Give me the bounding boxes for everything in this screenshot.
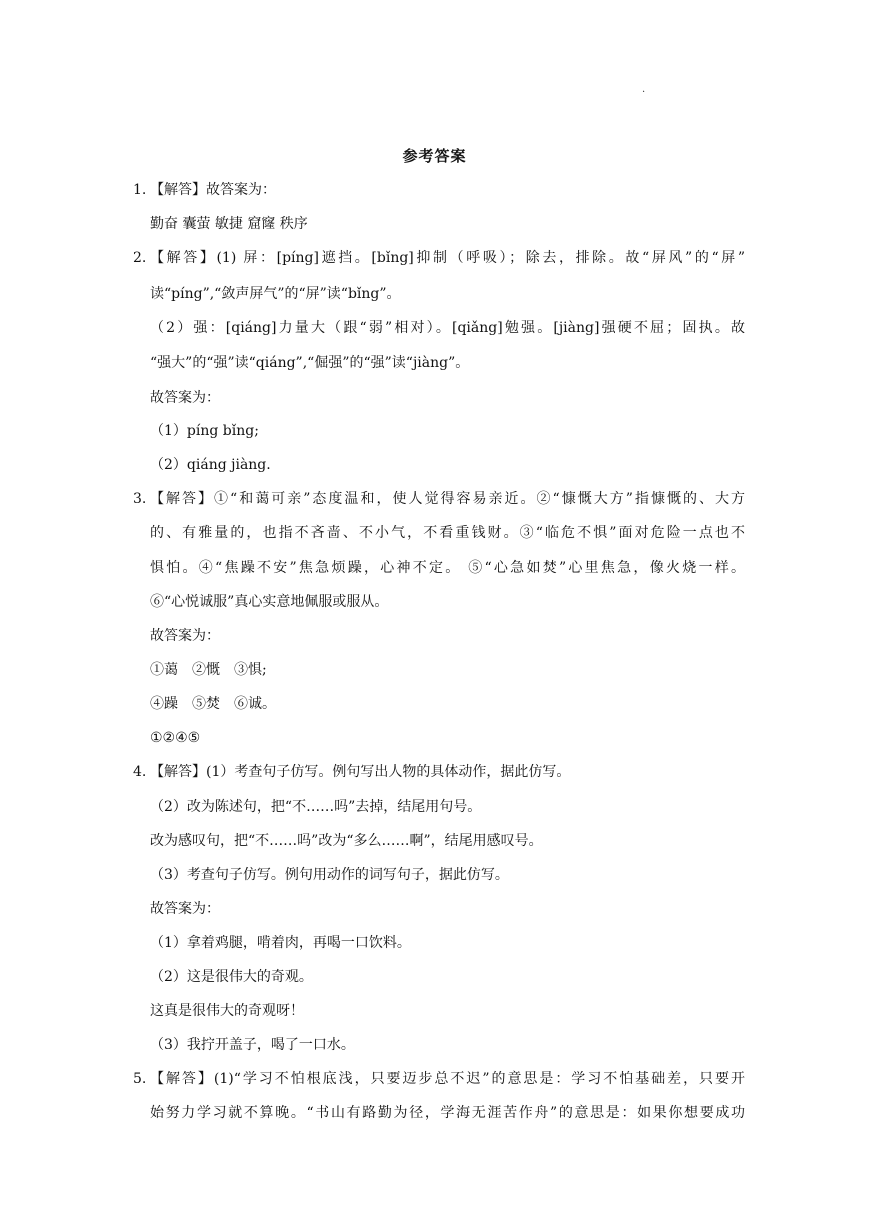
text-line: （3）我拧开盖子，喝了一口水。 (150, 1037, 355, 1053)
text-line: （1）píng bǐng; (150, 423, 259, 439)
text-line: 惧怕。④“焦躁不安”焦急烦躁，心神不定。 ⑤“心急如焚”心里焦急，像火烧一样。 (150, 560, 745, 576)
text-line: 故答案为： (150, 628, 220, 644)
question-number: 5. (133, 1071, 147, 1087)
header-dot: . (642, 84, 646, 95)
text-line: 的、有雅量的，也指不吝啬、不小气，不看重钱财。③“临危不惧”面对危险一点也不 (150, 525, 745, 541)
text-line: （1）拿着鸡腿，啃着肉，再喝一口饮料。 (150, 935, 411, 951)
text-line: 故答案为： (150, 901, 220, 917)
text-line: ①②④⑤ (150, 730, 201, 746)
text-line: 【解答】(1）考查句子仿写。例句写出人物的具体动作，据此仿写。 (150, 764, 571, 780)
question-number: 4. (133, 764, 147, 780)
question-number: 3. (133, 491, 147, 507)
text-line: “强大”的“强”读“qiáng”,“倔强”的“强”读“jiàng”。 (150, 355, 470, 371)
text-line: 读“píng”,“敛声屏气”的“屏”读“bǐng”。 (150, 286, 401, 302)
text-line: 【解答】故答案为： (150, 182, 276, 198)
text-line: ⑥“心悦诚服”真心实意地佩服或服从。 (150, 594, 389, 610)
text-line: 这真是很伟大的奇观呀！ (150, 1003, 304, 1019)
text-line: ④躁 ⑤焚 ⑥诚。 (150, 696, 276, 712)
text-line: （2）强：[qiáng]力量大（跟“弱”相对）。[qiǎng]勉强。[jiàng]强硬不屈；固执。故 (150, 320, 745, 336)
text-line: 【解答】(1)“学习不怕根底浅，只要迈步总不迟”的意思是：学习不怕基础差，只要开 (150, 1071, 745, 1087)
text-line: 改为感叹句，把“不……吗”改为“多么……啊”，结尾用感叹号。 (150, 833, 543, 849)
text-line: （3）考查句子仿写。例句用动作的词写句子，据此仿写。 (150, 867, 509, 883)
text-line: （2）qiáng jiàng. (150, 457, 271, 473)
text-line: 勤奋 囊萤 敏捷 窟窿 秩序 (150, 216, 308, 232)
text-line: 故答案为： (150, 390, 220, 406)
text-line: （2）这是很伟大的奇观。 (150, 969, 313, 985)
text-line: 始努力学习就不算晚。“书山有路勤为径，学海无涯苦作舟”的意思是：如果你想要成功 (150, 1105, 745, 1121)
question-number: 2. (133, 250, 147, 266)
question-number: 1. (133, 182, 147, 198)
text-line: ①蔼 ②慨 ③惧; (150, 662, 267, 678)
text-line: 【解答】(1) 屏：[píng]遮挡。[bǐng]抑制（呼吸）；除去，排除。故“屏风”的“屏” (150, 250, 745, 266)
page-title: 参考答案 (402, 147, 467, 165)
text-line: 【解答】①“和蔼可亲”态度温和，使人觉得容易亲近。②“慷慨大方”指慷慨的、大方 (150, 491, 745, 507)
text-line: （2）改为陈述句，把“不……吗”去掉，结尾用句号。 (150, 799, 482, 815)
